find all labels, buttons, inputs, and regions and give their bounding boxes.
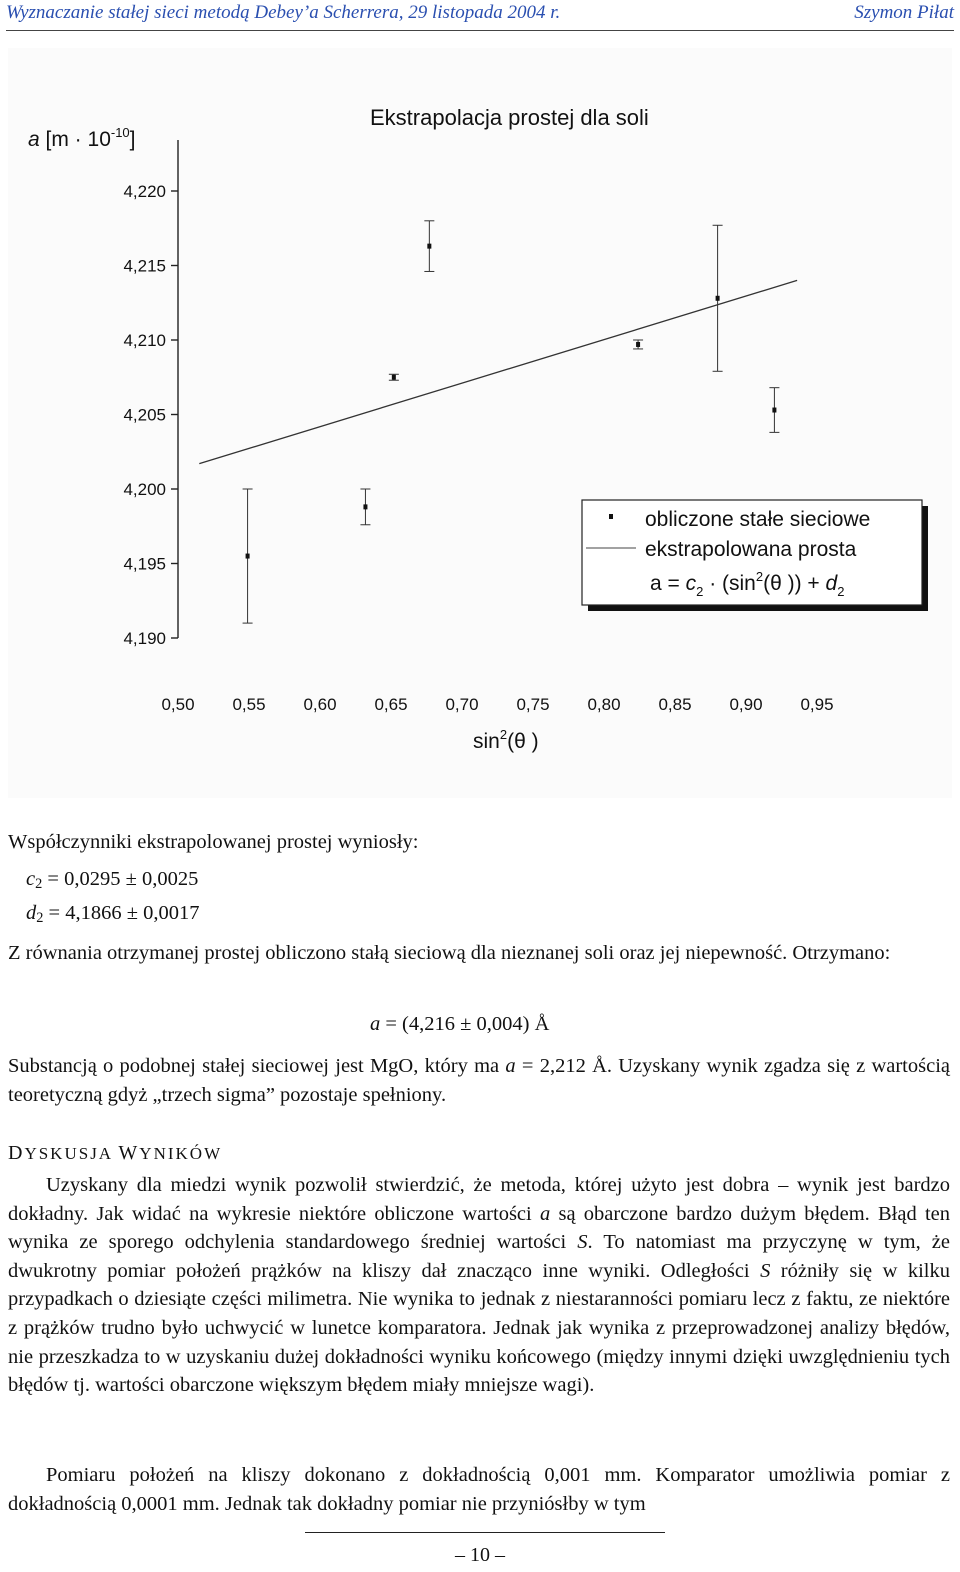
data-point — [363, 504, 367, 509]
legend-marker-points — [609, 514, 613, 519]
y-axis-label: a $[m \cdot 10^{-10}]$ — [28, 125, 136, 151]
figure-lattice-extrapolation — [8, 48, 952, 798]
paragraph-result-intro: Z równania otrzymanej prostej obliczono stałą sieciową dla nieznanej soli oraz jej niepewność. Otrzymano: — [8, 942, 891, 964]
chart-axes — [171, 140, 178, 638]
legend-label-points: obliczone stałe sieciowe — [645, 508, 871, 531]
y-tick-label: 4,195 — [123, 554, 166, 574]
header-author: Szymon Piłat — [854, 2, 954, 23]
x-tick-label: 0,85 — [658, 695, 692, 714]
x-tick-label: 0,60 — [303, 695, 337, 714]
chart-title: Ekstrapolacja prostej dla soli — [370, 105, 649, 130]
x-tick-label: 0,95 — [800, 695, 834, 714]
page-number: – 10 – — [455, 1544, 505, 1566]
x-tick-label: 0,50 — [161, 695, 195, 714]
header-title: Wyznaczanie stałej sieci metodą Debey’a Scherrera, 29 listopada 2004 r. — [6, 2, 561, 23]
x-tick-label: 0,65 — [374, 695, 408, 714]
paragraph-discussion: Uzyskany dla miedzi wynik pozwolił stwierdzić, że metoda, której użyto jest dobra – wynik jest bardzo dokładny. Jak widać na wykresie niektóre obliczone wartości a są obarczone bardzo dużym błędem. Błąd ten wynika ze sporego odchylenia standardowego średniej wartości S. To natomiast ma przyczynę w tym, że dwukrotny pomiar położeń prążków na kliszy dał znacząco inne wyniki. Odległości S różniły się w kilku przypadkach o dziesiąte części milimetra. Nie wynika to jednak z niestaranności pomiaru lecz z faktu, ze niektóre z prążków trudno było uchwycić w lunetce komparatora. Jednak jak wynika z przeprowadzonej analizy błędów, nie przeszkadza to w uzyskaniu dużej dokładności wyniku końcowego (między innymi dzięki uwzględnieniu tych błędów tj. wartości obarczone większym błędem miały mniejsze wagi). — [8, 1174, 951, 1397]
coeff-c-line: $c_2 = 0,0295 \pm 0,0025$ — [26, 868, 199, 892]
fit-line — [199, 280, 797, 463]
section-heading-discussion: DYSKUSJA WYNIKÓW — [8, 1142, 223, 1164]
y-tick-label: 4,220 — [123, 182, 166, 201]
y-tick-label: 4,215 — [123, 256, 166, 276]
chart-labels — [28, 105, 834, 753]
x-axis-label: $\sin^2(\theta$ ) — [473, 727, 539, 753]
paragraph-comparison: Substancją o podobnej stałej sieciowej jest MgO, który ma a = 2,212 Å. Uzyskany wynik zgadza się z wartością teoretyczną gdyż „trzech sigma” pozostaje spełniony. — [8, 1055, 950, 1106]
footer-rule — [305, 1532, 665, 1533]
chart-svg — [8, 48, 952, 798]
x-tick-label: 0,75 — [516, 695, 550, 714]
x-tick-label: 0,55 — [232, 695, 266, 714]
y-tick-label: 4,210 — [123, 331, 166, 350]
data-point — [772, 408, 776, 413]
result-equation: a = (4,216 ± 0,004) Å — [370, 1013, 550, 1035]
legend-formula: $a = c_2 \cdot (\sin^2(\theta$ )) + $d_2$ — [650, 569, 845, 599]
y-tick-label: 4,190 — [123, 629, 166, 648]
data-point — [392, 375, 396, 380]
chart-legend — [582, 500, 928, 611]
data-point — [427, 244, 431, 249]
running-header — [6, 0, 954, 31]
data-point — [716, 296, 720, 301]
data-point — [246, 554, 250, 559]
coeff-d-line: $d_2 = 4,1866 \pm 0,0017$ — [26, 902, 200, 926]
x-tick-label: 0,90 — [729, 695, 763, 714]
x-tick-label: 0,80 — [587, 695, 621, 714]
y-tick-label: 4,200 — [123, 480, 166, 499]
coeff-intro: Współczynniki ekstrapolowanej prostej wyniosły: — [8, 831, 419, 853]
legend-label-line: ekstrapolowana prosta — [645, 538, 857, 561]
data-point — [636, 342, 640, 347]
y-tick-label: 4,205 — [123, 405, 166, 425]
x-tick-label: 0,70 — [445, 695, 479, 714]
paragraph-precision: Pomiaru położeń na kliszy dokonano z dokładnością 0,001 mm. Komparator umożliwia pomiar z dokładnością 0,0001 mm. Jednak tak dokładny pomiar nie przyniósłby w tym — [8, 1464, 950, 1515]
